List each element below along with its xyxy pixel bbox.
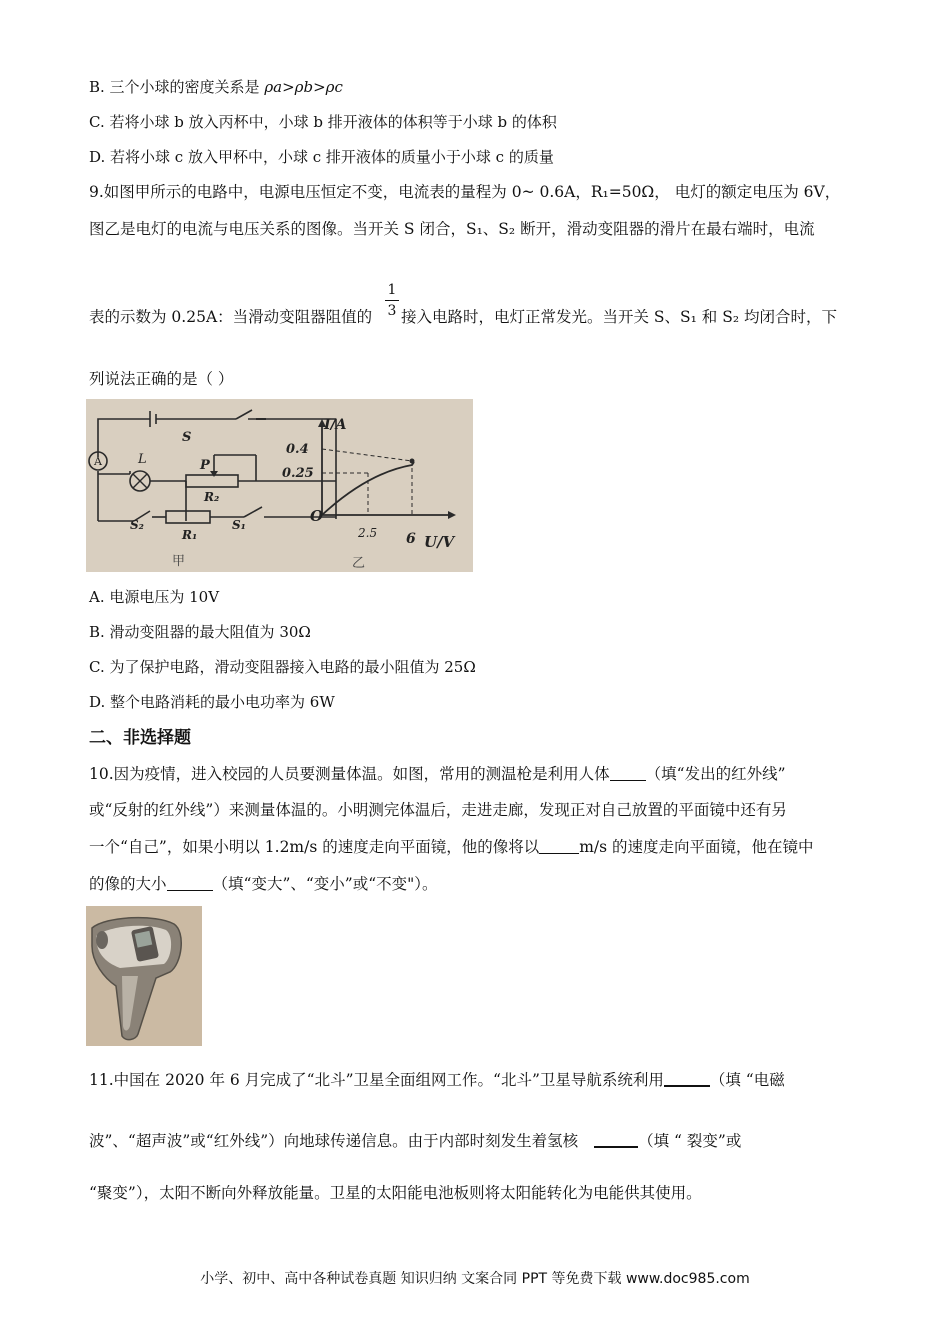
q9-stem-line2: 图乙是电灯的电流与电压关系的图像。当开关 S 闭合，S₁、S₂ 断开，滑动变阻器的滑片在最右端时，电流 xyxy=(89,220,815,238)
section-heading: 二、非选择题 xyxy=(89,728,191,748)
slider-label: P xyxy=(200,458,210,473)
switch-s2-label: S₂ xyxy=(130,518,144,532)
q10-line1-hint: （填“发出的红外线” xyxy=(645,765,786,783)
q9-fraction xyxy=(385,282,399,319)
q9-option-c: C. 为了保护电路，滑动变阻器接入电路的最小阻值为 25Ω xyxy=(89,658,476,676)
q10-line4-hint: （填“变大”、“变小”或“不变"）。 xyxy=(212,875,438,893)
q11-line2-hint: （填 “ 裂变”或 xyxy=(638,1132,742,1150)
x-tick-2-5: 2.5 xyxy=(358,526,378,540)
graph-caption: 乙 xyxy=(352,556,366,571)
q10-blank-2[interactable] xyxy=(539,839,579,854)
q9-stem-line3a: 表的示数为 0.25A：当滑动变阻器阻值的 xyxy=(89,308,373,326)
y-tick-0-4: 0.4 xyxy=(286,442,309,457)
q9-option-a: A. 电源电压为 10V xyxy=(89,588,220,606)
ammeter-label: A xyxy=(94,455,102,468)
q9-stem-line4: 列说法正确的是（ ） xyxy=(89,370,234,388)
page-footer: 小学、初中、高中各种试卷真题 知识归纳 文案合同 PPT 等免费下载 www.doc985.com xyxy=(200,1271,750,1287)
q9-stem-line3b: 接入电路时，电灯正常发光。当开关 S、S₁ 和 S₂ 均闭合时，下 xyxy=(401,308,837,326)
q8-option-c: C. 若将小球 b 放入丙杯中，小球 b 排开液体的体积等于小球 b 的体积 xyxy=(89,113,557,131)
iu-graph xyxy=(282,417,456,571)
q9-stem-line1: 9.如图甲所示的电路中，电源电压恒定不变，电流表的量程为 0~ 0.6A，R₁=50Ω， 电灯的额定电压为 6V， xyxy=(89,183,841,201)
q8-option-b-text: B. 三个小球的密度关系是 xyxy=(89,78,265,96)
thermometer-gun-drawing xyxy=(86,906,202,1046)
fraction-denominator: 3 xyxy=(387,303,397,319)
q10-line2: 或“反射的红外线”）来测量体温的。小明测完体温后，走进走廊，发现正对自己放置的平面镜中还有另 xyxy=(89,801,787,819)
fraction-bar xyxy=(385,300,399,301)
q11-blank-1[interactable] xyxy=(664,1071,710,1087)
q10-line4 xyxy=(89,873,438,895)
circuit-figure xyxy=(86,399,473,572)
slider-arrow-icon xyxy=(210,471,218,477)
thermometer-gun-image xyxy=(86,906,202,1046)
q11-line3: “聚变”），太阳不断向外释放能量。卫星的太阳能电池板则将太阳能转化为电能供其使用。 xyxy=(89,1184,702,1202)
y-tick-0-25: 0.25 xyxy=(282,466,314,481)
q8-option-b xyxy=(89,76,343,98)
switch-s1-label: S₁ xyxy=(232,518,246,532)
q10-blank-3[interactable] xyxy=(167,876,213,891)
q10-line1 xyxy=(89,763,786,785)
q11-line1 xyxy=(89,1069,785,1091)
origin-label: O xyxy=(310,507,324,525)
circuit-figure-drawing xyxy=(86,399,473,572)
q11-line2-text: 波”、“超声波”或“红外线”）向地球传递信息。由于内部时刻发生着氢核 xyxy=(89,1132,579,1150)
q10-line1-text: 10.因为疫情，进入校园的人员要测量体温。如图，常用的测温枪是利用人体 xyxy=(89,765,610,783)
fraction-numerator: 1 xyxy=(387,282,397,298)
q10-line3-text: 一个“自己”，如果小明以 1.2m/s 的速度走向平面镜，他的像将以 xyxy=(89,838,540,856)
r2-label: R₂ xyxy=(204,490,220,504)
circuit-caption: 甲 xyxy=(172,554,186,569)
switch-s-label: S xyxy=(182,430,192,445)
q9-option-d: D. 整个电路消耗的最小电功率为 6W xyxy=(89,693,335,711)
x-axis-label: U/V xyxy=(424,533,455,551)
q10-blank-1[interactable] xyxy=(610,766,646,781)
q10-line4-text: 的像的大小 xyxy=(89,875,167,893)
q11-line1-hint: （填 “电磁 xyxy=(709,1071,785,1089)
x-tick-6: 6 xyxy=(406,531,416,547)
r1-label: R₁ xyxy=(182,528,198,542)
q8-density-relation: ρa>ρb>ρc xyxy=(264,78,343,96)
q11-line1-text: 11.中国在 2020 年 6 月完成了“北斗”卫星全面组网工作。“北斗”卫星导航系统利用 xyxy=(89,1071,664,1089)
q10-line3 xyxy=(89,836,814,858)
lamp-label: L xyxy=(138,452,147,467)
y-axis-label: I/A xyxy=(324,417,347,433)
q8-option-d: D. 若将小球 c 放入甲杯中，小球 c 排开液体的质量小于小球 c 的质量 xyxy=(89,148,554,166)
q11-line2 xyxy=(89,1130,741,1152)
q10-line3-tail: m/s 的速度走向平面镜，他在镜中 xyxy=(579,838,814,856)
q9-option-b: B. 滑动变阻器的最大阻值为 30Ω xyxy=(89,623,311,641)
q11-blank-2[interactable] xyxy=(594,1132,638,1148)
